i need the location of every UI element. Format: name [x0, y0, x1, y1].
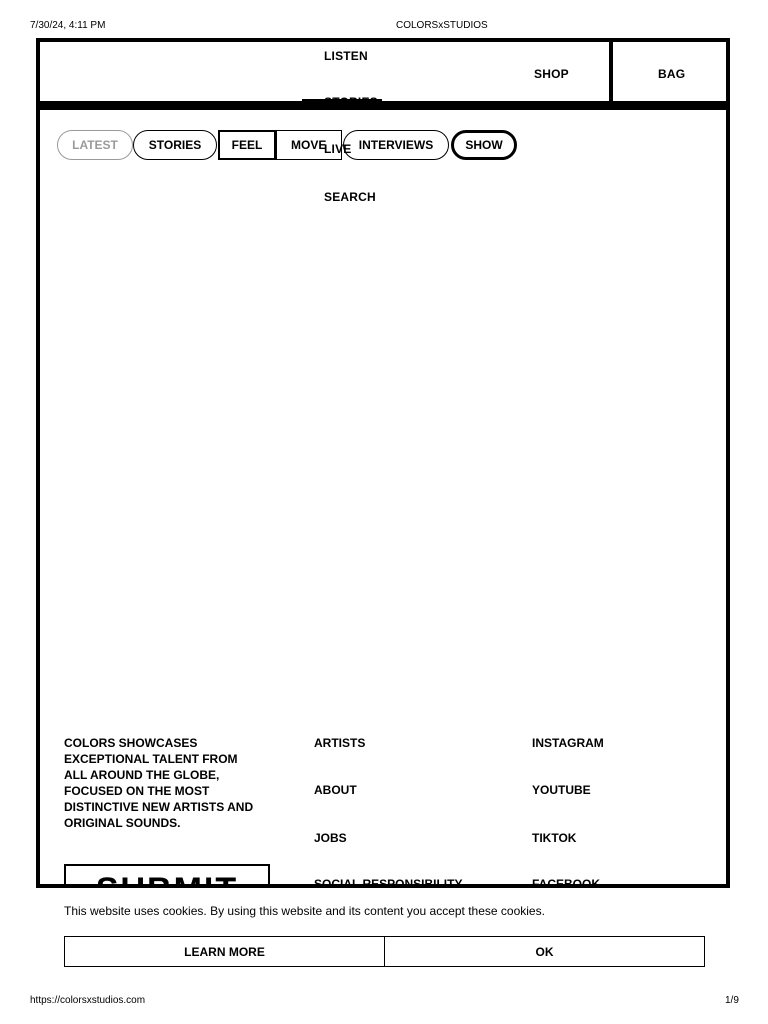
print-page-number: 1/9: [725, 995, 739, 1006]
page-frame: [36, 38, 730, 985]
footer-social-instagram[interactable]: INSTAGRAM: [532, 736, 604, 750]
cookie-ok-button[interactable]: OK: [384, 936, 705, 967]
about-line: ORIGINAL SOUNDS.: [64, 816, 181, 830]
footer-link-social-responsibility[interactable]: [314, 877, 462, 884]
about-text: [64, 735, 294, 831]
print-url: https://colorsxstudios.com: [30, 995, 146, 1006]
nav-shop[interactable]: SHOP: [534, 67, 569, 81]
filter-latest[interactable]: LATEST: [57, 130, 133, 160]
footer-social-facebook[interactable]: [532, 877, 600, 884]
print-title: COLORSxSTUDIOS: [396, 20, 488, 31]
footer-social-tiktok[interactable]: TIKTOK: [532, 831, 577, 845]
header-bottom-border-inner: [40, 106, 726, 110]
nav-bag[interactable]: BAG: [658, 67, 686, 81]
cookie-learn-more-button[interactable]: LEARN MORE: [64, 936, 385, 967]
nav-listen[interactable]: LISTEN: [324, 49, 368, 63]
footer-link-artists[interactable]: ARTISTS: [314, 736, 366, 750]
filter-feel[interactable]: FEEL: [218, 130, 276, 160]
cookie-banner: [36, 884, 730, 985]
cookie-message: This website uses cookies. By using this website and its content you accept these cookies.: [64, 904, 545, 918]
filter-interviews[interactable]: INTERVIEWS: [343, 130, 449, 160]
about-line: DISTINCTIVE NEW ARTISTS AND: [64, 800, 254, 814]
filter-stories[interactable]: STORIES: [133, 130, 217, 160]
print-datetime: 7/30/24, 4:11 PM: [30, 20, 106, 31]
filter-show[interactable]: SHOW: [451, 130, 517, 160]
nav-active-indicator: [302, 99, 382, 105]
header-divider-shop-bag: [609, 38, 613, 104]
about-line: EXCEPTIONAL TALENT FROM: [64, 752, 238, 766]
footer-link-about[interactable]: ABOUT: [314, 783, 357, 797]
about-line: COLORS SHOWCASES: [64, 736, 198, 750]
about-line: FOCUSED ON THE MOST: [64, 784, 210, 798]
nav-live[interactable]: LIVE: [324, 142, 352, 156]
footer-social-youtube[interactable]: YOUTUBE: [532, 783, 591, 797]
nav-search[interactable]: SEARCH: [324, 190, 376, 204]
footer-link-jobs[interactable]: JOBS: [314, 831, 347, 845]
about-line: ALL AROUND THE GLOBE,: [64, 768, 220, 782]
submit-button[interactable]: [64, 864, 270, 884]
filter-move[interactable]: MOVE: [276, 130, 342, 160]
